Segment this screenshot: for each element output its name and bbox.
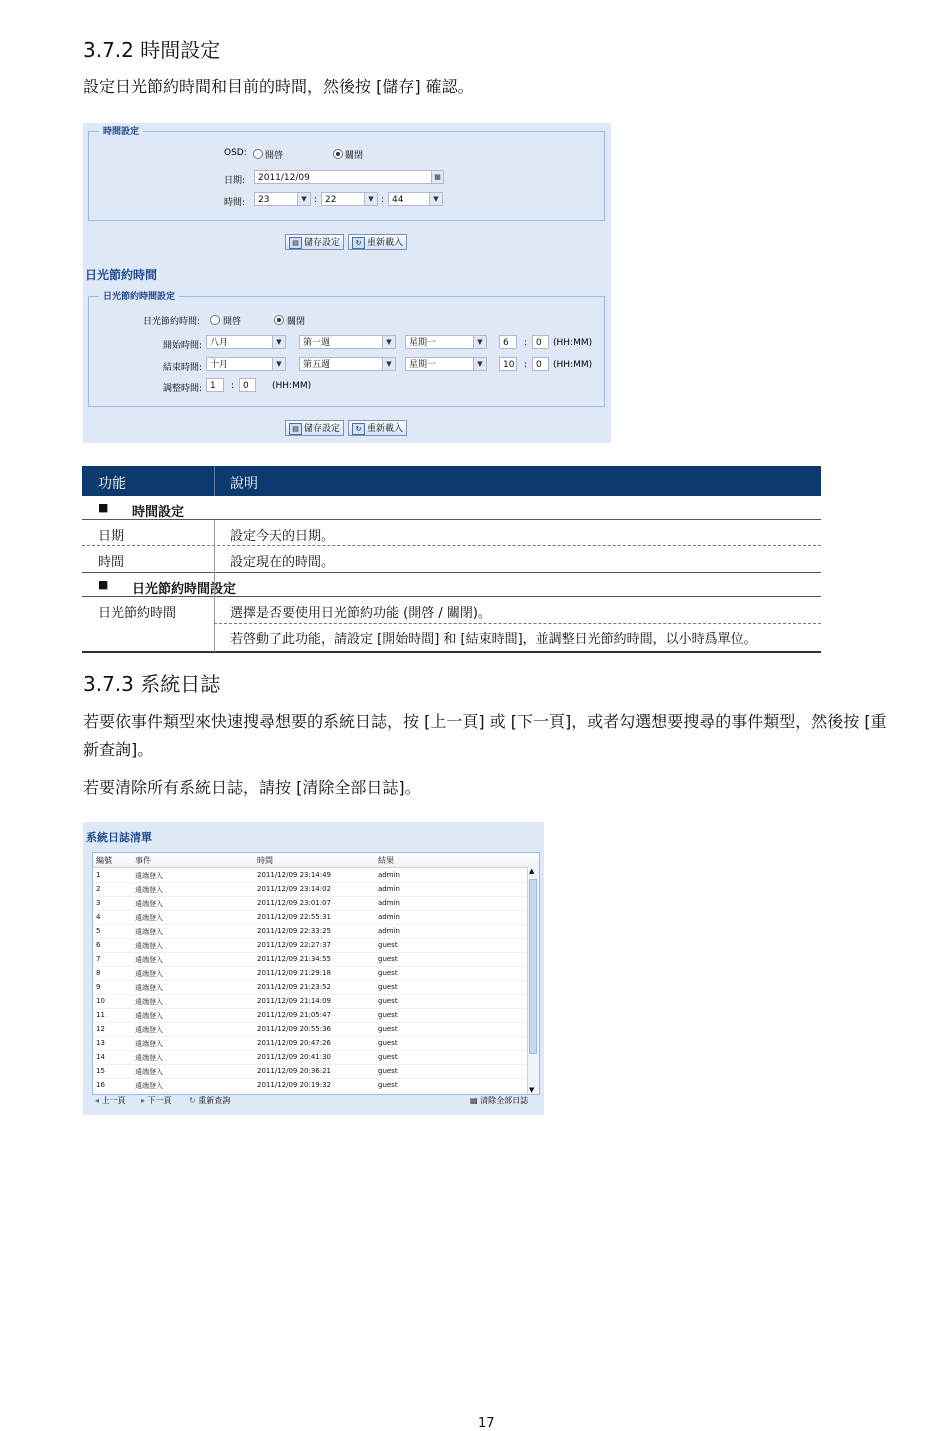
- section-heading-373: 3.7.3 系統日誌: [83, 672, 221, 696]
- hhmm-hint: (HH:MM): [553, 338, 593, 348]
- start-minute-input[interactable]: 0: [532, 335, 549, 349]
- log-grid: [92, 852, 540, 1095]
- row-divider: [214, 623, 821, 624]
- log-cell-event: 遠端登入: [135, 1040, 163, 1048]
- log-row[interactable]: [93, 1036, 528, 1051]
- log-cell-time: 2011/12/09 21:14:09: [257, 997, 332, 1005]
- save-settings-button[interactable]: ▤ 儲存設定: [285, 420, 344, 436]
- time-settings-legend: 時間設定: [99, 124, 143, 137]
- log-cell-no: 9: [96, 983, 101, 991]
- table-bottom-border: [82, 651, 821, 653]
- log-cell-result: guest: [378, 1011, 398, 1019]
- scroll-down-icon[interactable]: ▼: [529, 1086, 535, 1094]
- refresh-icon: ↻: [352, 423, 365, 435]
- reload-button[interactable]: ↻ 重新載入: [348, 234, 407, 250]
- colon: :: [524, 338, 528, 348]
- arrow-right-icon: ▸: [141, 1096, 146, 1105]
- log-cell-time: 2011/12/09 20:47:26: [257, 1039, 332, 1047]
- arrow-left-icon: ◂: [95, 1096, 100, 1105]
- dst-on-label: 開啓: [223, 317, 242, 327]
- refresh-icon: ↻: [352, 237, 365, 249]
- col-no[interactable]: 編號: [96, 856, 112, 865]
- second-select[interactable]: [388, 192, 443, 206]
- date-label: 日期:: [224, 176, 246, 186]
- section-para-373-clear: 若要清除所有系統日誌，請按 [清除全部日誌]。: [83, 778, 421, 797]
- end-hour-input[interactable]: 10: [499, 357, 517, 371]
- time-settings-screenshot: [83, 123, 611, 443]
- col-result[interactable]: 結果: [378, 856, 394, 865]
- log-scrollbar[interactable]: [527, 867, 539, 1094]
- start-week-select[interactable]: 第一週 ▼: [299, 335, 396, 349]
- log-cell-result: guest: [378, 997, 398, 1005]
- log-row[interactable]: [93, 966, 528, 981]
- dst-title: 日光節約時間: [85, 268, 158, 282]
- section-intro-372: 設定日光節約時間和目前的時間，然後按 [儲存] 確認。: [83, 77, 474, 96]
- page-number: 17: [478, 1416, 495, 1431]
- osd-on-radio[interactable]: [253, 149, 263, 159]
- row-divider: [82, 596, 821, 597]
- log-cell-time: 2011/12/09 22:27:37: [257, 941, 332, 949]
- log-row[interactable]: [93, 1008, 528, 1023]
- time-colon: :: [381, 195, 385, 205]
- log-cell-result: admin: [378, 913, 400, 921]
- log-row[interactable]: [93, 980, 528, 995]
- adjust-minute-input[interactable]: 0: [239, 378, 256, 392]
- log-cell-event: 遠端登入: [135, 956, 163, 964]
- log-cell-event: 遠端登入: [135, 1068, 163, 1076]
- log-cell-event: 遠端登入: [135, 1082, 163, 1090]
- log-cell-event: 遠端登入: [135, 984, 163, 992]
- log-row[interactable]: [93, 868, 528, 883]
- scroll-up-icon[interactable]: ▲: [529, 867, 535, 875]
- end-time-label: 結束時間:: [163, 363, 203, 373]
- dst-legend: 日光節約時間設定: [99, 289, 179, 302]
- osd-off-radio[interactable]: [333, 149, 343, 159]
- log-cell-event: 遠端登入: [135, 914, 163, 922]
- second-value: 44: [392, 195, 404, 205]
- log-cell-time: 2011/12/09 21:29:18: [257, 969, 332, 977]
- chevron-down-icon[interactable]: ▼: [429, 193, 442, 205]
- log-row[interactable]: [93, 910, 528, 925]
- hhmm-hint: (HH:MM): [272, 381, 312, 391]
- time-label: 時間:: [224, 198, 246, 208]
- end-week-select[interactable]: 第五週 ▼: [299, 357, 396, 371]
- log-cell-result: guest: [378, 969, 398, 977]
- log-cell-event: 遠端登入: [135, 886, 163, 894]
- log-cell-event: 遠端登入: [135, 928, 163, 936]
- column-divider: [214, 520, 215, 652]
- log-cell-event: 遠端登入: [135, 1054, 163, 1062]
- log-row[interactable]: [93, 1022, 528, 1037]
- start-hour-input[interactable]: 6: [499, 335, 517, 349]
- end-month-select[interactable]: 十月 ▼: [206, 357, 286, 371]
- start-month-select[interactable]: 八月 ▼: [206, 335, 286, 349]
- log-cell-time: 2011/12/09 22:33:25: [257, 927, 332, 935]
- log-cell-result: admin: [378, 899, 400, 907]
- log-cell-result: guest: [378, 941, 398, 949]
- disk-icon: ▤: [289, 423, 302, 435]
- log-cell-result: guest: [378, 1025, 398, 1033]
- hour-select[interactable]: [254, 192, 311, 206]
- start-time-label: 開始時間:: [163, 341, 203, 351]
- log-grid-header: [93, 853, 539, 868]
- section-para-373-line1: 若要依事件類型來快速搜尋想要的系統日誌，按 [上一頁] 或 [下一頁]，或者勾選想要搜尋的事件類型，然後按 [重: [83, 712, 887, 731]
- log-title: 系統日誌清單: [86, 831, 152, 844]
- section-heading-372: 3.7.2 時間設定: [83, 38, 221, 62]
- log-cell-time: 2011/12/09 20:41:30: [257, 1053, 332, 1061]
- osd-label: OSD:: [224, 148, 247, 158]
- log-cell-time: 2011/12/09 21:05:47: [257, 1011, 332, 1019]
- save-settings-button[interactable]: ▤ 儲存設定: [285, 234, 344, 250]
- log-row[interactable]: [93, 938, 528, 953]
- log-cell-no: 11: [96, 1011, 105, 1019]
- log-cell-event: 遠端登入: [135, 900, 163, 908]
- prev-page-button[interactable]: ◂ 上一頁: [95, 1096, 126, 1105]
- log-cell-result: admin: [378, 927, 400, 935]
- osd-off-label: 關閉: [345, 151, 364, 161]
- group-label: 時間設定: [132, 505, 185, 520]
- colon: :: [524, 360, 528, 370]
- date-value: 2011/12/09: [258, 173, 310, 183]
- start-day-select[interactable]: 星期一 ▼: [405, 335, 487, 349]
- osd-on-label: 開啓: [265, 151, 284, 161]
- log-cell-no: 16: [96, 1081, 105, 1089]
- log-cell-no: 8: [96, 969, 101, 977]
- minute-select[interactable]: [321, 192, 378, 206]
- row-divider: [82, 572, 821, 573]
- group-label: 日光節約時間設定: [132, 582, 237, 597]
- log-row[interactable]: [93, 882, 528, 897]
- time-colon: :: [314, 195, 318, 205]
- log-row[interactable]: [93, 1064, 528, 1079]
- log-cell-event: 遠端登入: [135, 1026, 163, 1034]
- end-day-select[interactable]: 星期一 ▼: [405, 357, 487, 371]
- log-cell-event: 遠端登入: [135, 970, 163, 978]
- log-cell-result: guest: [378, 1081, 398, 1089]
- disk-icon: ▤: [470, 1096, 478, 1105]
- log-row[interactable]: [93, 952, 528, 967]
- log-cell-time: 2011/12/09 23:14:02: [257, 885, 332, 893]
- chevron-down-icon[interactable]: ▼: [473, 336, 486, 348]
- refresh-icon: ↻: [189, 1096, 196, 1105]
- log-cell-event: 遠端登入: [135, 998, 163, 1006]
- log-row[interactable]: [93, 994, 528, 1009]
- chevron-down-icon[interactable]: ▼: [272, 358, 285, 370]
- log-cell-no: 5: [96, 927, 101, 935]
- log-cell-time: 2011/12/09 23:01:07: [257, 899, 332, 907]
- log-cell-time: 2011/12/09 20:19:32: [257, 1081, 332, 1089]
- log-cell-no: 7: [96, 955, 101, 963]
- log-cell-result: guest: [378, 1053, 398, 1061]
- row-divider: [82, 519, 821, 520]
- log-row[interactable]: [93, 1078, 528, 1093]
- section-para-373-line2: 新查詢]。: [83, 740, 154, 759]
- end-minute-input[interactable]: 0: [532, 357, 549, 371]
- header-divider: [214, 466, 215, 496]
- row-divider: [82, 545, 821, 546]
- log-cell-no: 10: [96, 997, 105, 1005]
- log-cell-time: 2011/12/09 20:36:21: [257, 1067, 332, 1075]
- log-row[interactable]: [93, 924, 528, 939]
- date-field[interactable]: [254, 170, 444, 184]
- log-row[interactable]: [93, 896, 528, 911]
- log-cell-no: 6: [96, 941, 101, 949]
- log-cell-result: guest: [378, 1067, 398, 1075]
- chevron-down-icon[interactable]: ▼: [364, 193, 377, 205]
- log-cell-result: guest: [378, 983, 398, 991]
- log-cell-no: 3: [96, 899, 101, 907]
- chevron-down-icon[interactable]: ▼: [272, 336, 285, 348]
- dst-off-label: 關閉: [287, 317, 306, 327]
- log-cell-no: 1: [96, 871, 101, 879]
- colon: :: [231, 381, 235, 391]
- hour-value: 23: [258, 195, 270, 205]
- dst-label: 日光節約時間:: [143, 317, 201, 327]
- dst-on-radio[interactable]: [210, 315, 220, 325]
- log-cell-result: guest: [378, 955, 398, 963]
- log-cell-time: 2011/12/09 23:14:49: [257, 871, 332, 879]
- log-cell-no: 14: [96, 1053, 105, 1061]
- dst-off-radio[interactable]: [274, 315, 284, 325]
- log-cell-time: 2011/12/09 21:23:52: [257, 983, 332, 991]
- log-cell-result: guest: [378, 1039, 398, 1047]
- refresh-query-button[interactable]: ↻ 重新查詢: [189, 1096, 231, 1105]
- system-log-screenshot: [83, 822, 544, 1115]
- log-cell-result: admin: [378, 871, 400, 879]
- chevron-down-icon[interactable]: ▼: [473, 358, 486, 370]
- log-cell-event: 遠端登入: [135, 1012, 163, 1020]
- log-row[interactable]: [93, 1050, 528, 1065]
- log-cell-result: admin: [378, 885, 400, 893]
- scroll-thumb[interactable]: [529, 879, 537, 1054]
- col-function: 功能: [98, 476, 126, 492]
- table-header: [82, 466, 821, 496]
- log-cell-no: 2: [96, 885, 101, 893]
- next-page-button[interactable]: ▸ 下一頁: [141, 1096, 172, 1105]
- log-cell-no: 13: [96, 1039, 105, 1047]
- chevron-down-icon[interactable]: ▼: [382, 358, 395, 370]
- chevron-down-icon[interactable]: ▼: [382, 336, 395, 348]
- adjust-hour-input[interactable]: 1: [206, 378, 224, 392]
- reload-button[interactable]: ↻ 重新載入: [348, 420, 407, 436]
- hhmm-hint: (HH:MM): [553, 360, 593, 370]
- log-cell-event: 遠端登入: [135, 872, 163, 880]
- minute-value: 22: [325, 195, 337, 205]
- log-cell-time: 2011/12/09 22:55:31: [257, 913, 332, 921]
- log-cell-no: 4: [96, 913, 101, 921]
- log-cell-time: 2011/12/09 20:55:36: [257, 1025, 332, 1033]
- bullet-icon: ■: [98, 578, 109, 591]
- clear-all-logs-button[interactable]: ▤ 清除全部日誌: [470, 1096, 529, 1105]
- col-event[interactable]: 事件: [135, 856, 151, 865]
- bullet-icon: ■: [98, 501, 109, 514]
- log-cell-no: 15: [96, 1067, 105, 1075]
- log-cell-event: 遠端登入: [135, 942, 163, 950]
- chevron-down-icon[interactable]: ▼: [297, 193, 310, 205]
- col-time[interactable]: 時間: [257, 856, 273, 865]
- disk-icon: ▤: [289, 237, 302, 249]
- col-description: 說明: [230, 476, 258, 492]
- log-cell-no: 12: [96, 1025, 105, 1033]
- calendar-icon[interactable]: ▦: [431, 171, 443, 183]
- adjust-time-label: 調整時間:: [163, 384, 203, 394]
- log-cell-time: 2011/12/09 21:34:55: [257, 955, 332, 963]
